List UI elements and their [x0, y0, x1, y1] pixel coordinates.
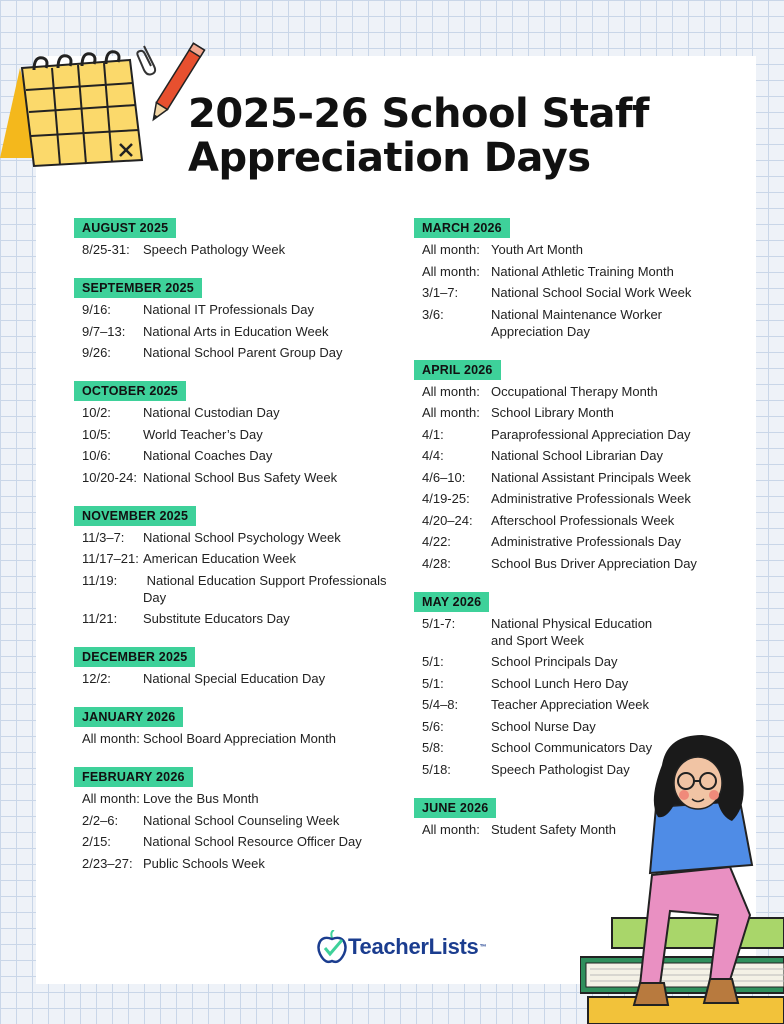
event: Occupational Therapy Month — [491, 383, 658, 399]
list-item — [74, 790, 394, 807]
date: 5/4–8: — [422, 697, 459, 712]
event: World Teacher’s Day — [143, 426, 263, 442]
section-january-2026 — [74, 707, 394, 747]
section-heading: JUNE 2026 — [414, 798, 496, 818]
list-item — [414, 675, 734, 692]
date: 4/22: — [422, 534, 451, 549]
date: 4/1: — [422, 426, 444, 442]
list-item — [414, 696, 734, 713]
date: All month: — [82, 791, 140, 806]
date: 5/8: — [422, 740, 444, 755]
list-item — [74, 730, 394, 747]
section-heading: APRIL 2026 — [414, 360, 501, 380]
event: National Maintenance Worker Appreciation Day — [491, 306, 663, 339]
list-item — [414, 653, 734, 670]
list-item — [74, 855, 394, 872]
event: School Communicators Day — [491, 740, 653, 755]
event: National Education Support Professionals Day — [143, 572, 391, 605]
event: National Special Education Day — [143, 671, 326, 686]
section-heading: FEBRUARY 2026 — [74, 767, 193, 787]
date: 10/6: — [82, 448, 111, 463]
list-item — [74, 323, 394, 340]
list-item — [414, 512, 734, 529]
date: 8/25-31: — [82, 242, 130, 257]
list-item — [414, 718, 734, 735]
event: National School Social Work Week — [491, 285, 692, 300]
date: 5/1-7: — [422, 615, 456, 631]
section-heading: MAY 2026 — [414, 592, 489, 612]
event: National School Librarian Day — [491, 448, 663, 463]
date: All month: — [422, 405, 480, 420]
date: 5/6: — [422, 718, 444, 734]
list-item — [414, 615, 734, 649]
list-item — [74, 241, 394, 258]
date: 5/1: — [422, 675, 444, 691]
date: 2/23–27: — [82, 855, 133, 871]
title-line-2: Appreciation Days — [188, 135, 591, 181]
date: 4/6–10: — [422, 469, 466, 485]
event: School Lunch Hero Day — [491, 675, 629, 691]
event: National IT Professionals Day — [143, 302, 315, 317]
date: 11/21: — [82, 611, 118, 626]
event: School Principals Day — [491, 654, 618, 669]
list-item — [74, 529, 394, 546]
list-item — [414, 555, 734, 572]
list-item — [74, 812, 394, 829]
list-item — [74, 572, 394, 606]
student-on-books-illustration — [580, 735, 784, 1024]
event: National Athletic Training Month — [491, 263, 674, 279]
event: National School Parent Group Day — [143, 345, 343, 360]
title-line-1: 2025-26 School Staff — [188, 91, 649, 137]
date: All month: — [422, 242, 480, 257]
list-item — [414, 490, 734, 507]
section-december-2025 — [74, 647, 394, 687]
list-item — [74, 301, 394, 318]
event: National School Bus Safety Week — [143, 469, 338, 485]
section-heading: SEPTEMBER 2025 — [74, 278, 202, 298]
date: 11/17–21: — [82, 551, 139, 566]
event: National Coaches Day — [143, 448, 273, 463]
list-item — [414, 284, 734, 301]
date: 12/2: — [82, 671, 111, 686]
event: School Library Month — [491, 405, 614, 420]
event: National School Psychology Week — [143, 529, 341, 545]
section-october-2025 — [74, 381, 394, 486]
list-item — [414, 469, 734, 486]
event: American Education Week — [143, 551, 296, 566]
section-september-2025 — [74, 278, 394, 361]
event: National Assistant Principals Week — [491, 469, 691, 485]
date: 10/20-24: — [82, 469, 137, 485]
event: National Custodian Day — [143, 405, 280, 420]
section-heading: JANUARY 2026 — [74, 707, 183, 727]
section-heading: AUGUST 2025 — [74, 218, 176, 238]
event: Administrative Professionals Day — [491, 534, 682, 549]
list-item — [74, 344, 394, 361]
event: Substitute Educators Day — [143, 611, 290, 626]
list-item — [414, 241, 734, 258]
event: Love the Bus Month — [143, 791, 259, 806]
list-item — [414, 447, 734, 464]
list-item — [414, 306, 734, 340]
date: 3/1–7: — [422, 285, 459, 300]
list-item — [74, 670, 394, 687]
list-item — [414, 263, 734, 280]
event: Youth Art Month — [491, 242, 584, 257]
event: Administrative Professionals Week — [491, 491, 691, 506]
section-april-2026 — [414, 360, 734, 572]
list-item — [74, 833, 394, 850]
section-february-2026 — [74, 767, 394, 872]
date: 5/1: — [422, 654, 444, 669]
event: Student Safety Month — [491, 821, 617, 837]
list-item — [74, 550, 394, 567]
section-heading: OCTOBER 2025 — [74, 381, 186, 401]
list-item — [74, 426, 394, 443]
left-column — [74, 218, 394, 892]
date: 2/2–6: — [82, 812, 119, 828]
section-november-2025 — [74, 506, 394, 628]
date: 3/6: — [422, 306, 444, 322]
date: 2/15: — [82, 834, 111, 849]
list-item — [414, 426, 734, 443]
date: 10/2: — [82, 405, 111, 420]
list-item — [74, 469, 394, 486]
logo-text: TeacherLists — [348, 934, 479, 959]
trademark-symbol: ™ — [479, 943, 487, 951]
page-title — [188, 92, 708, 180]
list-item — [74, 447, 394, 464]
date: All month: — [422, 821, 480, 837]
section-march-2026 — [414, 218, 734, 340]
date: 10/5: — [82, 426, 111, 442]
event: National School Counseling Week — [143, 812, 340, 828]
list-item — [414, 383, 734, 400]
date: 11/3–7: — [82, 529, 125, 545]
teacherlists-logo — [316, 930, 486, 964]
date: 5/18: — [422, 761, 451, 777]
date: 11/19: — [82, 572, 118, 588]
date: 4/20–24: — [422, 512, 473, 528]
event: School Board Appreciation Month — [143, 731, 336, 746]
list-item — [414, 404, 734, 421]
event: Afterschool Professionals Week — [491, 512, 675, 528]
section-heading: DECEMBER 2025 — [74, 647, 195, 667]
date: 4/4: — [422, 448, 444, 463]
event: Paraprofessional Appreciation Day — [491, 426, 691, 442]
list-item — [74, 610, 394, 627]
date: 4/19-25: — [422, 491, 470, 506]
apple-check-icon — [316, 930, 348, 964]
date: All month: — [82, 731, 140, 746]
event: Speech Pathologist Day — [491, 761, 630, 777]
calendar-icon — [0, 48, 150, 173]
event: School Bus Driver Appreciation Day — [491, 555, 697, 571]
date: 9/26: — [82, 345, 111, 360]
event: Teacher Appreciation Week — [491, 697, 650, 712]
section-heading: NOVEMBER 2025 — [74, 506, 196, 526]
section-heading: MARCH 2026 — [414, 218, 510, 238]
list-item — [414, 533, 734, 550]
date: 4/28: — [422, 555, 451, 571]
event: Speech Pathology Week — [143, 242, 286, 257]
section-august-2025 — [74, 218, 394, 258]
date: All month: — [422, 263, 480, 279]
event: National School Resource Officer Day — [143, 834, 362, 849]
event: Public Schools Week — [143, 855, 265, 871]
list-item — [74, 404, 394, 421]
date: All month: — [422, 383, 480, 399]
date: 9/7–13: — [82, 323, 126, 339]
event: National Physical Education and Sport Week — [491, 615, 653, 648]
event: National Arts in Education Week — [143, 323, 329, 339]
date: 9/16: — [82, 302, 111, 317]
event: School Nurse Day — [491, 718, 596, 734]
